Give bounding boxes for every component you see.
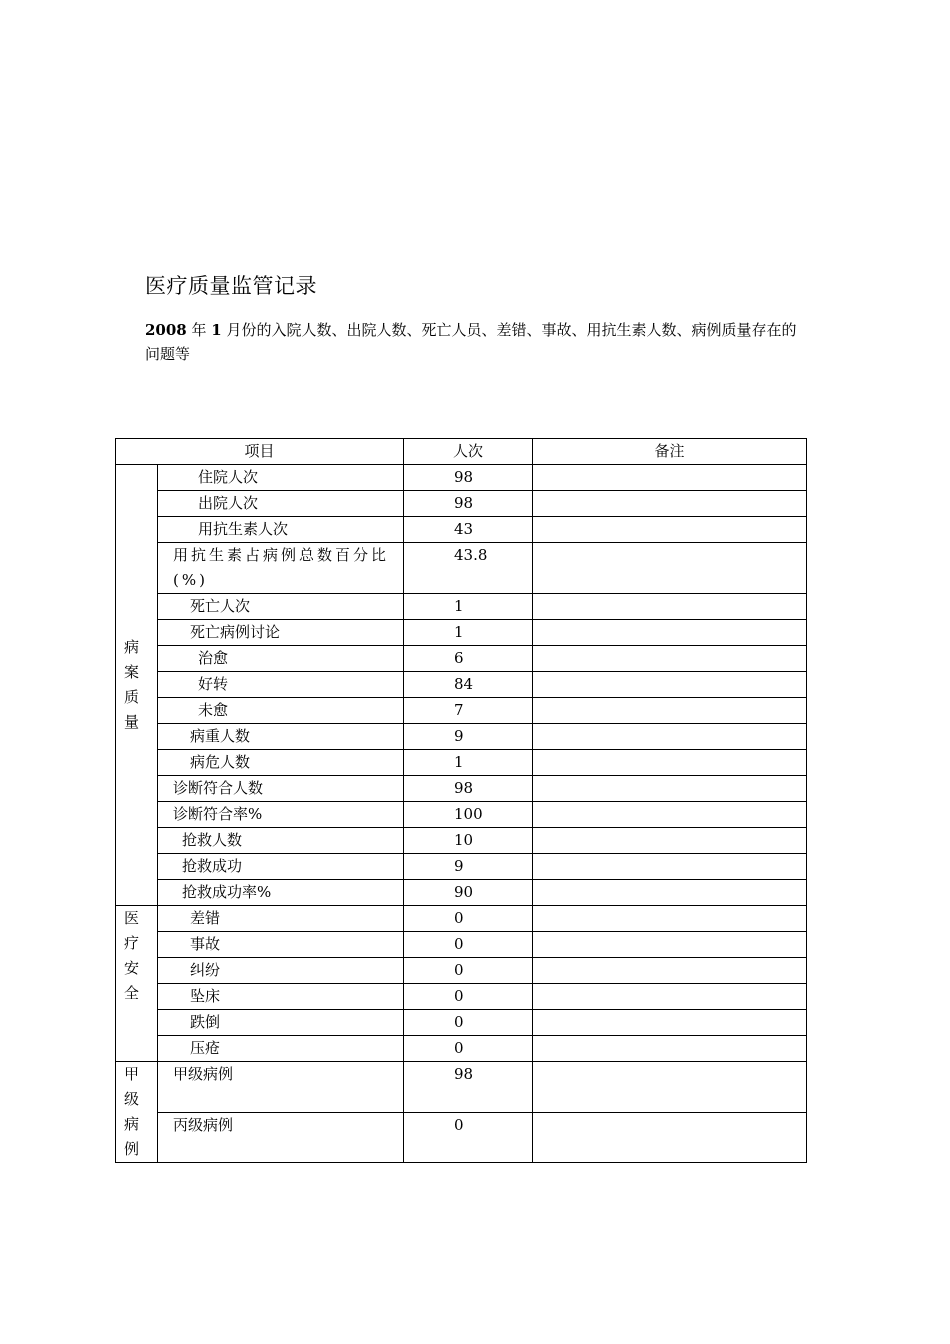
table-row	[116, 1112, 807, 1163]
row-item: 坠床	[158, 984, 404, 1010]
row-item: 诊断符合率%	[158, 802, 404, 828]
table-row	[116, 750, 807, 776]
row-note	[533, 491, 807, 517]
row-note	[533, 620, 807, 646]
row-item: 好转	[158, 672, 404, 698]
row-note	[533, 802, 807, 828]
row-item: 抢救成功率%	[158, 880, 404, 906]
row-note	[533, 1112, 807, 1163]
document-subtitle	[145, 318, 810, 366]
header-note: 备注	[533, 439, 807, 465]
table-row	[116, 828, 807, 854]
row-item: 出院人次	[158, 491, 404, 517]
table-row	[116, 880, 807, 906]
row-note	[533, 958, 807, 984]
row-item: 跌倒	[158, 1010, 404, 1036]
row-item: 抢救成功	[158, 854, 404, 880]
row-note	[533, 724, 807, 750]
row-note	[533, 1036, 807, 1062]
row-count: 1	[404, 594, 533, 620]
row-note	[533, 646, 807, 672]
row-item: 丙级病例	[158, 1112, 404, 1163]
row-item: 死亡病例讨论	[158, 620, 404, 646]
table-row	[116, 1062, 807, 1113]
table-row	[116, 724, 807, 750]
subtitle-text-1: 年	[186, 321, 212, 339]
row-note	[533, 906, 807, 932]
table-row	[116, 802, 807, 828]
subtitle-text-2: 月份的入院人数、出院人数、死亡人员、差错、事故、用抗生素人数、病例质量存在的问题等	[145, 321, 797, 363]
row-item: 病重人数	[158, 724, 404, 750]
row-item: 死亡人次	[158, 594, 404, 620]
row-item: 用抗生素人次	[158, 517, 404, 543]
row-note	[533, 880, 807, 906]
category-medical-safety: 医 疗 安 全	[116, 906, 158, 1062]
table-row	[116, 698, 807, 724]
row-note	[533, 594, 807, 620]
row-count: 90	[404, 880, 533, 906]
row-note	[533, 984, 807, 1010]
row-note	[533, 465, 807, 491]
table-row	[116, 465, 807, 491]
table-row	[116, 1036, 807, 1062]
row-note	[533, 517, 807, 543]
table-row	[116, 932, 807, 958]
table-row	[116, 517, 807, 543]
row-count: 0	[404, 1112, 533, 1163]
table-row	[116, 491, 807, 517]
row-count: 0	[404, 932, 533, 958]
table-row	[116, 1010, 807, 1036]
row-count: 0	[404, 984, 533, 1010]
subtitle-month: 1	[211, 321, 222, 339]
row-count: 84	[404, 672, 533, 698]
table-header-row	[116, 439, 807, 465]
row-count: 6	[404, 646, 533, 672]
row-count: 10	[404, 828, 533, 854]
table-row	[116, 984, 807, 1010]
subtitle-year: 2008	[145, 321, 187, 339]
row-note	[533, 854, 807, 880]
row-note	[533, 750, 807, 776]
row-item: 病危人数	[158, 750, 404, 776]
row-count: 0	[404, 958, 533, 984]
row-note	[533, 698, 807, 724]
row-count: 1	[404, 750, 533, 776]
table-row	[116, 672, 807, 698]
row-count: 98	[404, 776, 533, 802]
row-item: 差错	[158, 906, 404, 932]
row-item: 用抗生素占病例总数百分比(%)	[158, 543, 404, 594]
row-count: 1	[404, 620, 533, 646]
row-count: 0	[404, 906, 533, 932]
row-count: 0	[404, 1036, 533, 1062]
category-case-quality: 病 案 质 量	[116, 465, 158, 906]
row-note	[533, 1062, 807, 1113]
row-note	[533, 828, 807, 854]
header-item: 项目	[116, 439, 404, 465]
row-note	[533, 1010, 807, 1036]
row-item: 未愈	[158, 698, 404, 724]
row-item: 治愈	[158, 646, 404, 672]
row-item: 纠纷	[158, 958, 404, 984]
table-row	[116, 620, 807, 646]
table-row	[116, 906, 807, 932]
category-grade-cases: 甲 级 病 例	[116, 1062, 158, 1163]
row-note	[533, 543, 807, 594]
table-row	[116, 776, 807, 802]
row-item: 事故	[158, 932, 404, 958]
page-title: 医疗质量监管记录	[145, 274, 317, 298]
row-item: 甲级病例	[158, 1062, 404, 1113]
table-row	[116, 646, 807, 672]
row-count: 98	[404, 465, 533, 491]
table-row	[116, 543, 807, 594]
row-count: 0	[404, 1010, 533, 1036]
row-count: 100	[404, 802, 533, 828]
table-row	[116, 594, 807, 620]
row-note	[533, 672, 807, 698]
row-count: 9	[404, 854, 533, 880]
row-note	[533, 776, 807, 802]
row-count: 7	[404, 698, 533, 724]
row-count: 43.8	[404, 543, 533, 594]
quality-record-table	[115, 438, 807, 1163]
row-count: 9	[404, 724, 533, 750]
row-count: 98	[404, 491, 533, 517]
row-item: 住院人次	[158, 465, 404, 491]
row-item: 诊断符合人数	[158, 776, 404, 802]
row-note	[533, 932, 807, 958]
header-count: 人次	[404, 439, 533, 465]
row-item: 抢救人数	[158, 828, 404, 854]
row-count: 43	[404, 517, 533, 543]
row-count: 98	[404, 1062, 533, 1113]
row-item: 压疮	[158, 1036, 404, 1062]
table-row	[116, 854, 807, 880]
table-row	[116, 958, 807, 984]
